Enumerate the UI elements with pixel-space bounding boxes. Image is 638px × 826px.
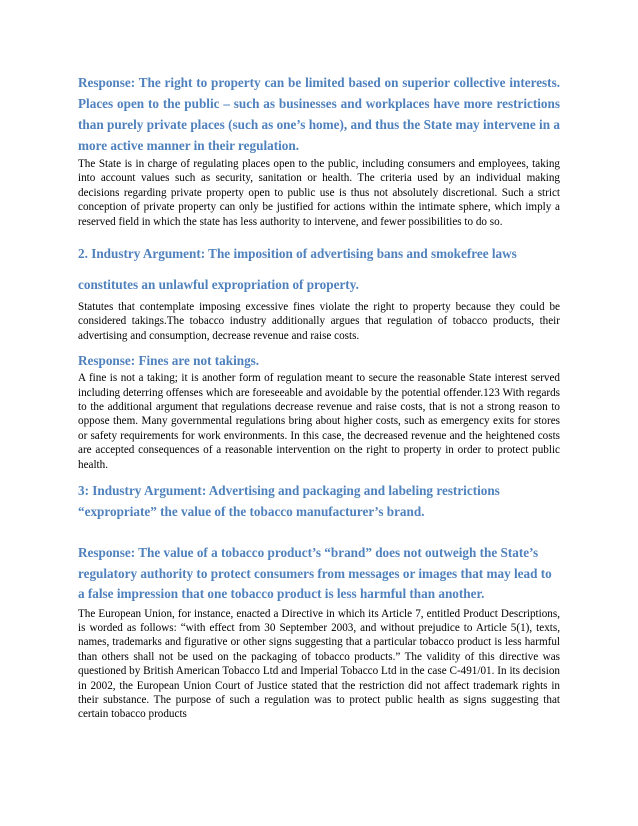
- paragraph-statutes-fines: Statutes that contemplate imposing excessive fines violate the right to property because they could be considered takings.The tobacco industry additionally argues that regulation of tobacco products, their advertising and consumption, decrease revenue and raise costs.: [78, 301, 560, 342]
- industry-argument-2-heading: 2. Industry Argument: The imposition of advertising bans and smokefree laws constitutes an unlawful expropriation of property.: [78, 246, 517, 293]
- response-heading-fines: Response: Fines are not takings.: [78, 353, 260, 369]
- paragraph-state-regulation: The State is in charge of regulating places open to the public, including consumers and employees, taking into account values such as security, sanitation or health. The criteria used by an individual making decisions regarding private property open to public use is thus not absolutely discretional. Such a strict conception of private property can only be justified for actions within the intimate sphere, which imply a reserved field in which the state has less authority to intervene, and fewer possibilities to do so.: [78, 158, 560, 228]
- response-heading-property-limits: Response: The right to property can be limited based on superior collective interests. Places open to the public – such as businesses and workplaces have more restrictions than purely private places (such as one’s home), and thus the State may intervene in a more active manner in their regulation.: [78, 75, 560, 153]
- paragraph-eu-directive: The European Union, for instance, enacted a Directive in which its Article 7, entitled Product Descriptions, is worded as follows: “with effect from 30 September 2003, and without prejudice to Article 5(1), texts, names, trademarks and figurative or other signs suggesting that a particular tobacco product is less harmful than others shall not be used on the packaging of tobacco products.” The validity of this directive was questioned by British American Tobacco Ltd and Imperial Tobacco Ltd in the case C-491/01. In its decision in 2002, the European Union Court of Justice stated that the restriction did not affect trademark rights in their substance. The purpose of such a regulation was to protect public health as signs suggesting that certain tobacco products: [78, 607, 560, 721]
- industry-argument-3-heading: 3: Industry Argument: Advertising and packaging and labeling restrictions “expropriate” the value of the tobacco manufacturer’s brand.: [78, 483, 500, 520]
- paragraph-fine-not-taking: A fine is not a taking; it is another form of regulation meant to secure the reasonable State interest served including deterring offenses which are foreseeable and avoidable by the potential offender.123 With regards to the additional argument that regulations decrease revenue and raise costs, that is not a strong reason to oppose them. Many governmental regulations bring about higher costs, such as emergency exits for stores or safety requirements for work environments. In this case, the decreased revenue and the heightened costs are accepted consequences of a reasonable intervention on the right to property in order to protect public health.: [78, 372, 560, 471]
- response-heading-brand-value: Response: The value of a tobacco product’s “brand” does not outweigh the State’s regulatory authority to protect consumers from messages or images that may lead to a false impression that one tobacco product is less harmful than another.: [78, 545, 552, 602]
